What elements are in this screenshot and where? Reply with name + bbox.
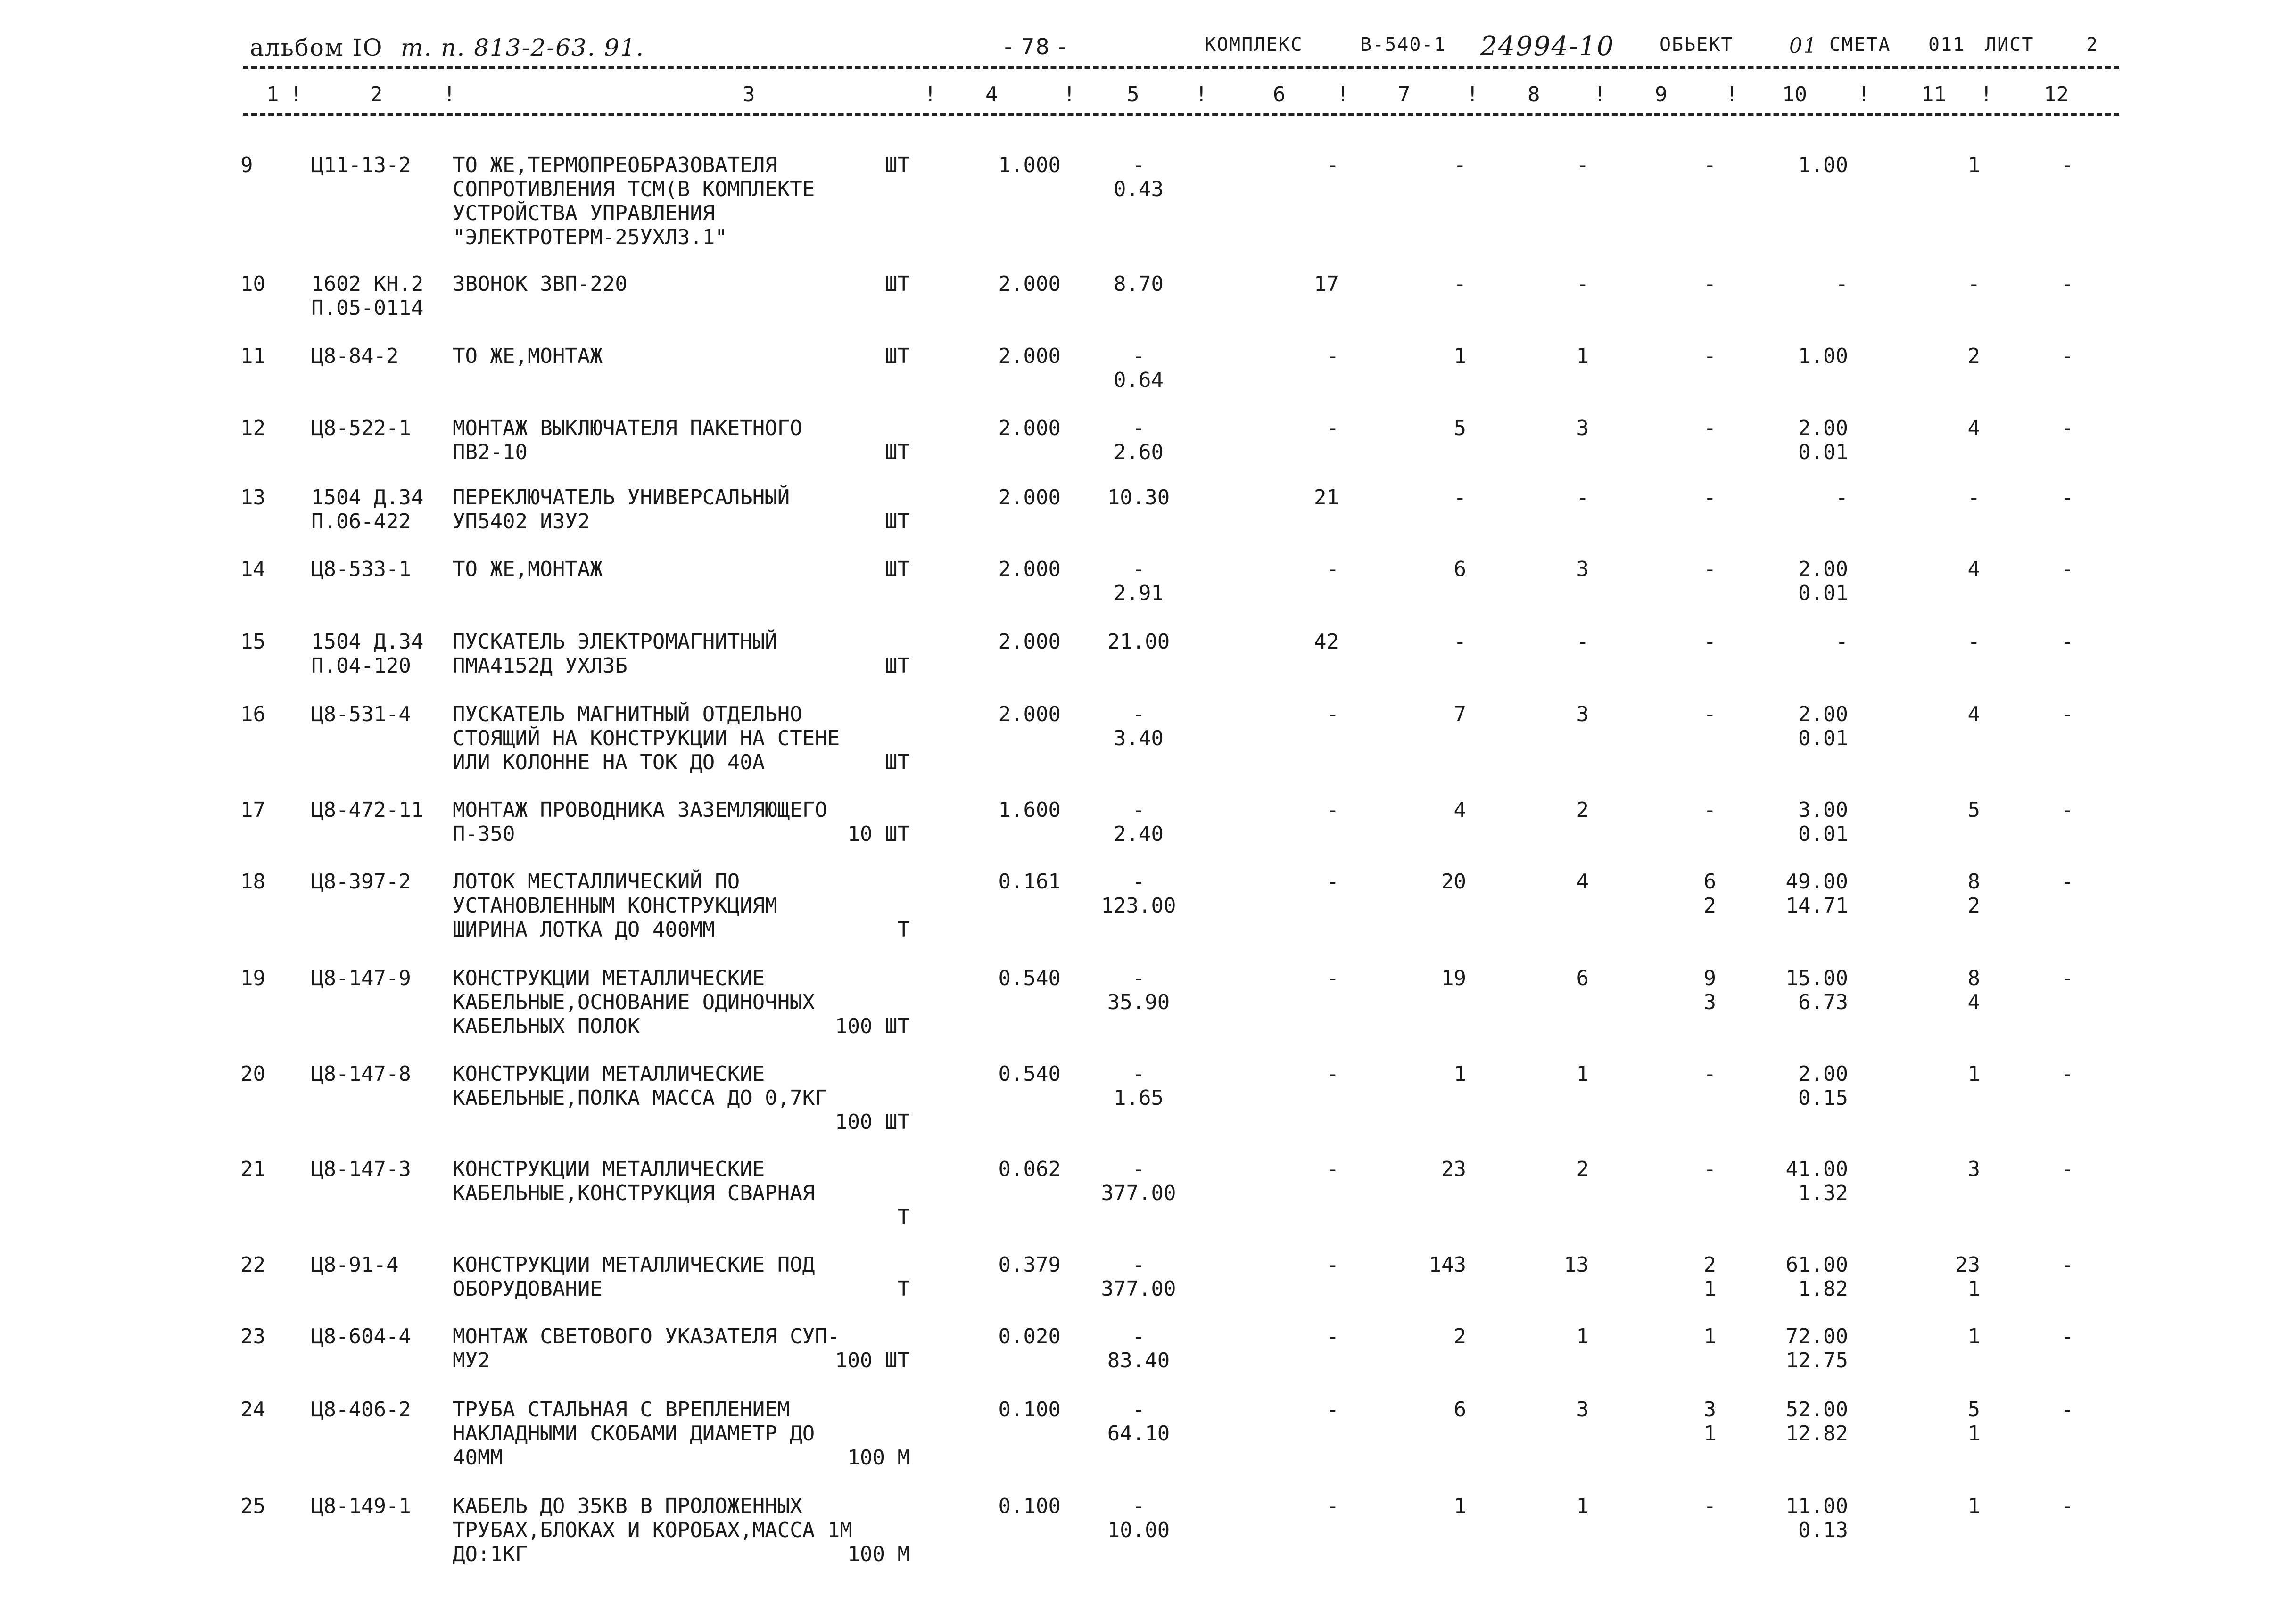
cell-c6: 17	[1314, 272, 1339, 296]
cell-c12: -	[2061, 416, 2074, 440]
cell-code: Ц8-533-1	[311, 557, 411, 581]
cell-qty: 0.100	[998, 1398, 1061, 1422]
cell-c7: 20	[1441, 870, 1466, 894]
column-header-12: 12	[2044, 82, 2069, 107]
cell-unit: 100 ШТ	[835, 1349, 910, 1373]
cell-c12: -	[2061, 702, 2074, 726]
column-separator: !	[1337, 82, 1349, 107]
column-separator: !	[443, 82, 456, 107]
cell-c10: 61.00 1.82	[1785, 1253, 1848, 1301]
column-separator: !	[1980, 82, 1993, 107]
cell-unit: 100 ШТ	[835, 1110, 910, 1134]
cell-c5: - 83.40	[1107, 1324, 1170, 1373]
cell-c6: -	[1326, 416, 1339, 440]
cell-c10: -	[1835, 272, 1848, 296]
cell-code: 1602 КН.2 П.05-0114	[311, 272, 424, 320]
cell-c8: -	[1576, 630, 1589, 654]
cell-c12: -	[2061, 798, 2074, 822]
cell-c5: 10.30	[1107, 485, 1170, 510]
cell-c11: 23 1	[1955, 1253, 1980, 1301]
cell-unit: 100 ШТ	[835, 1014, 910, 1038]
cell-c11: 8 4	[1967, 966, 1980, 1014]
cell-c5: - 0.64	[1114, 344, 1164, 392]
cell-c6: -	[1326, 1157, 1339, 1181]
cell-c9: -	[1703, 1062, 1716, 1086]
cell-c9: -	[1703, 1494, 1716, 1518]
cell-c10: 72.00 12.75	[1785, 1324, 1848, 1373]
column-header-10: 10	[1782, 82, 1807, 107]
cell-c6: -	[1326, 702, 1339, 726]
cell-desc: ЛОТОК МЕСТАЛЛИЧЕСКИЙ ПО УСТАНОВЛЕННЫМ КОНСТРУКЦИЯМ ШИРИНА ЛОТКА ДО 400ММ	[453, 870, 777, 942]
cell-c11: 5 1	[1967, 1398, 1980, 1446]
cell-c5: - 123.00	[1101, 870, 1176, 918]
cell-c6: -	[1326, 798, 1339, 822]
cell-c11: 4	[1967, 557, 1980, 581]
cell-n: 15	[240, 630, 265, 654]
cell-c7: 1	[1454, 1062, 1466, 1086]
cell-n: 20	[240, 1062, 265, 1086]
cell-c11: 1	[1967, 1324, 1980, 1349]
cell-code: Ц8-604-4	[311, 1324, 411, 1349]
object-number: 01	[1789, 34, 1817, 58]
cell-n: 16	[240, 702, 265, 726]
cell-c5: 8.70	[1114, 272, 1164, 296]
cell-desc: ТО ЖЕ,МОНТАЖ	[453, 557, 603, 581]
cell-c10: -	[1835, 485, 1848, 510]
cell-c10: -	[1835, 630, 1848, 654]
cell-c8: 4	[1576, 870, 1589, 894]
cell-c10: 41.00 1.32	[1785, 1157, 1848, 1205]
column-header-9: 9	[1655, 82, 1668, 107]
cell-code: Ц8-147-3	[311, 1157, 411, 1181]
cell-c8: -	[1576, 272, 1589, 296]
cell-c11: -	[1967, 272, 1980, 296]
cell-code: Ц8-147-9	[311, 966, 411, 990]
cell-c7: 4	[1454, 798, 1466, 822]
cell-c5: - 10.00	[1107, 1494, 1170, 1542]
cell-qty: 0.020	[998, 1324, 1061, 1349]
cell-c11: 3	[1967, 1157, 1980, 1181]
cell-unit: 100 М	[847, 1446, 910, 1470]
cell-qty: 2.000	[998, 630, 1061, 654]
cell-c8: 13	[1564, 1253, 1589, 1277]
cell-c7: 23	[1441, 1157, 1466, 1181]
cell-c10: 2.00 0.01	[1798, 702, 1848, 750]
cell-c11: 1	[1967, 1062, 1980, 1086]
header-rule	[243, 113, 2119, 116]
column-header-3: 3	[743, 82, 755, 107]
cell-c7: 7	[1454, 702, 1466, 726]
cell-c8: 1	[1576, 1324, 1589, 1349]
cell-c11: 4	[1967, 702, 1980, 726]
cell-qty: 2.000	[998, 416, 1061, 440]
cell-c8: 3	[1576, 416, 1589, 440]
cell-code: Ц8-522-1	[311, 416, 411, 440]
cell-n: 17	[240, 798, 265, 822]
cell-qty: 2.000	[998, 272, 1061, 296]
column-header-1: 1	[266, 82, 279, 107]
cell-c7: 5	[1454, 416, 1466, 440]
cell-unit: ШТ	[885, 510, 910, 534]
cell-c7: 1	[1454, 344, 1466, 368]
cell-code: 1504 Д.34 П.04-120	[311, 630, 424, 678]
cell-qty: 2.000	[998, 702, 1061, 726]
cell-c11: 1	[1967, 153, 1980, 177]
cell-c12: -	[2061, 966, 2074, 990]
cell-c5: - 2.91	[1114, 557, 1164, 605]
cell-c8: -	[1576, 485, 1589, 510]
cell-c9: 6 2	[1703, 870, 1716, 918]
smeta-label: СМЕТА	[1829, 34, 1891, 56]
cell-c9: -	[1703, 557, 1716, 581]
column-separator: !	[1466, 82, 1479, 107]
cell-c7: 1	[1454, 1494, 1466, 1518]
cell-unit: 10 ШТ	[847, 822, 910, 846]
cell-unit: Т	[897, 1277, 910, 1301]
cell-qty: 1.000	[998, 153, 1061, 177]
cell-qty: 2.000	[998, 485, 1061, 510]
cell-desc: ЗВОНОК ЗВП-220	[453, 272, 628, 296]
cell-desc: МОНТАЖ ВЫКЛЮЧАТЕЛЯ ПАКЕТНОГО ПВ2-10	[453, 416, 802, 464]
cell-c6: -	[1326, 1494, 1339, 1518]
cell-code: 1504 Д.34 П.06-422	[311, 485, 424, 534]
cell-c10: 2.00 0.15	[1798, 1062, 1848, 1110]
cell-desc: КОНСТРУКЦИИ МЕТАЛЛИЧЕСКИЕ ПОД ОБОРУДОВАНИЕ	[453, 1253, 815, 1301]
complex-handwritten: 24994-10	[1480, 31, 1615, 62]
top-rule	[243, 66, 2119, 69]
cell-c8: 2	[1576, 798, 1589, 822]
column-header-7: 7	[1398, 82, 1411, 107]
cell-c8: 1	[1576, 344, 1589, 368]
cell-c12: -	[2061, 557, 2074, 581]
cell-c7: 6	[1454, 1398, 1466, 1422]
cell-c8: 1	[1576, 1494, 1589, 1518]
cell-c12: -	[2061, 1324, 2074, 1349]
cell-code: Ц8-84-2	[311, 344, 399, 368]
cell-qty: 0.161	[998, 870, 1061, 894]
cell-n: 21	[240, 1157, 265, 1181]
cell-c5: - 377.00	[1101, 1253, 1176, 1301]
page-number: - 78 -	[1004, 34, 1067, 59]
cell-desc: ТО ЖЕ,ТЕРМОПРЕОБРАЗОВАТЕЛЯ СОПРОТИВЛЕНИЯ ТСМ(В КОМПЛЕКТЕ УСТРОЙСТВА УПРАВЛЕНИЯ "ЭЛЕКТРОТЕРМ-25УХЛ3.1"	[453, 153, 815, 249]
cell-code: Ц8-397-2	[311, 870, 411, 894]
column-header-8: 8	[1528, 82, 1540, 107]
cell-code: Ц8-406-2	[311, 1398, 411, 1422]
cell-n: 19	[240, 966, 265, 990]
cell-c12: -	[2061, 1157, 2074, 1181]
cell-c7: -	[1454, 153, 1466, 177]
column-separator: !	[1726, 82, 1738, 107]
cell-c12: -	[2061, 1253, 2074, 1277]
cell-c6: -	[1326, 870, 1339, 894]
cell-code: Ц8-91-4	[311, 1253, 399, 1277]
cell-c6: -	[1326, 1398, 1339, 1422]
cell-n: 13	[240, 485, 265, 510]
cell-desc: ТО ЖЕ,МОНТАЖ	[453, 344, 603, 368]
column-separator: !	[1195, 82, 1208, 107]
cell-c6: 21	[1314, 485, 1339, 510]
cell-c12: -	[2061, 344, 2074, 368]
column-separator: !	[1858, 82, 1870, 107]
cell-c9: -	[1703, 485, 1716, 510]
cell-c6: -	[1326, 1253, 1339, 1277]
cell-c11: 4	[1967, 416, 1980, 440]
cell-c8: 1	[1576, 1062, 1589, 1086]
cell-desc: КОНСТРУКЦИИ МЕТАЛЛИЧЕСКИЕ КАБЕЛЬНЫЕ,КОНСТРУКЦИЯ СВАРНАЯ	[453, 1157, 815, 1205]
cell-qty: 1.600	[998, 798, 1061, 822]
cell-c12: -	[2061, 1494, 2074, 1518]
column-separator: !	[290, 82, 303, 107]
cell-c5: - 2.60	[1114, 416, 1164, 464]
cell-c11: -	[1967, 630, 1980, 654]
cell-unit: Т	[897, 1205, 910, 1229]
cell-desc: ТРУБА СТАЛЬНАЯ С ВРЕПЛЕНИЕМ НАКЛАДНЫМИ СКОБАМИ ДИАМЕТР ДО 40ММ	[453, 1398, 815, 1470]
cell-n: 9	[240, 153, 253, 177]
column-header-6: 6	[1273, 82, 1286, 107]
cell-c9: -	[1703, 630, 1716, 654]
cell-n: 10	[240, 272, 265, 296]
cell-c9: -	[1703, 272, 1716, 296]
cell-c11: -	[1967, 485, 1980, 510]
object-label: ОБЬЕКТ	[1660, 34, 1734, 56]
cell-c9: 9 3	[1703, 966, 1716, 1014]
cell-unit: ШТ	[885, 440, 910, 464]
column-header-11: 11	[1921, 82, 1946, 107]
cell-c9: 3 1	[1703, 1398, 1716, 1446]
cell-c5: - 64.10	[1107, 1398, 1170, 1446]
cell-unit: Т	[897, 918, 910, 942]
cell-c10: 1.00	[1798, 153, 1848, 177]
cell-c10: 11.00 0.13	[1785, 1494, 1848, 1542]
cell-unit: ШТ	[885, 272, 910, 296]
cell-n: 14	[240, 557, 265, 581]
cell-c7: -	[1454, 485, 1466, 510]
cell-c8: 2	[1576, 1157, 1589, 1181]
column-separator: !	[1594, 82, 1606, 107]
cell-c9: -	[1703, 416, 1716, 440]
cell-qty: 2.000	[998, 344, 1061, 368]
smeta-number: 011	[1928, 34, 1966, 56]
cell-c9: -	[1703, 1157, 1716, 1181]
cell-c12: -	[2061, 485, 2074, 510]
tp-reference: т. п. 813-2-63. 91.	[401, 34, 645, 61]
column-header-4: 4	[985, 82, 998, 107]
column-separator: !	[1063, 82, 1076, 107]
cell-qty: 0.062	[998, 1157, 1061, 1181]
cell-c9: -	[1703, 798, 1716, 822]
cell-qty: 0.540	[998, 1062, 1061, 1086]
cell-c10: 1.00	[1798, 344, 1848, 368]
cell-c10: 3.00 0.01	[1798, 798, 1848, 846]
cell-n: 22	[240, 1253, 265, 1277]
cell-c5: 21.00	[1107, 630, 1170, 654]
cell-code: Ц8-147-8	[311, 1062, 411, 1086]
cell-code: Ц8-472-11	[311, 798, 424, 822]
cell-desc: КОНСТРУКЦИИ МЕТАЛЛИЧЕСКИЕ КАБЕЛЬНЫЕ,ОСНОВАНИЕ ОДИНОЧНЫХ КАБЕЛЬНЫХ ПОЛОК	[453, 966, 815, 1038]
cell-c8: 3	[1576, 557, 1589, 581]
cell-qty: 0.540	[998, 966, 1061, 990]
complex-label: КОМПЛЕКС	[1205, 34, 1303, 56]
cell-code: Ц11-13-2	[311, 153, 411, 177]
cell-desc: ПЕРЕКЛЮЧАТЕЛЬ УНИВЕРСАЛЬНЫЙ УП5402 ИЗУ2	[453, 485, 790, 534]
cell-c6: -	[1326, 344, 1339, 368]
list-label: ЛИСТ	[1985, 34, 2034, 56]
cell-c10: 49.00 14.71	[1785, 870, 1848, 918]
cell-c6: -	[1326, 966, 1339, 990]
cell-c5: - 2.40	[1114, 798, 1164, 846]
cell-desc: ПУСКАТЕЛЬ ЭЛЕКТРОМАГНИТНЫЙ ПМА4152Д УХЛ3Б	[453, 630, 777, 678]
cell-n: 24	[240, 1398, 265, 1422]
cell-c6: -	[1326, 1324, 1339, 1349]
cell-c6: 42	[1314, 630, 1339, 654]
cell-desc: ПУСКАТЕЛЬ МАГНИТНЫЙ ОТДЕЛЬНО СТОЯЩИЙ НА КОНСТРУКЦИИ НА СТЕНЕ ИЛИ КОЛОННЕ НА ТОК ДО 40А	[453, 702, 840, 774]
cell-c9: 2 1	[1703, 1253, 1716, 1301]
cell-c12: -	[2061, 1062, 2074, 1086]
album-label: альбом IO	[250, 34, 383, 61]
cell-c9: -	[1703, 344, 1716, 368]
cell-c10: 2.00 0.01	[1798, 557, 1848, 605]
cell-c10: 15.00 6.73	[1785, 966, 1848, 1014]
cell-unit: ШТ	[885, 557, 910, 581]
cell-c9: 1	[1703, 1324, 1716, 1349]
cell-c11: 5	[1967, 798, 1980, 822]
cell-unit: ШТ	[885, 750, 910, 774]
cell-c12: -	[2061, 153, 2074, 177]
cell-unit: ШТ	[885, 654, 910, 678]
cell-desc: КАБЕЛЬ ДО 35КВ В ПРОЛОЖЕННЫХ ТРУБАХ,БЛОКАХ И КОРОБАХ,МАССА 1М ДО:1КГ	[453, 1494, 852, 1566]
cell-c12: -	[2061, 272, 2074, 296]
cell-qty: 0.379	[998, 1253, 1061, 1277]
cell-qty: 0.100	[998, 1494, 1061, 1518]
column-header-5: 5	[1127, 82, 1140, 107]
cell-n: 25	[240, 1494, 265, 1518]
cell-c5: - 35.90	[1107, 966, 1170, 1014]
cell-qty: 2.000	[998, 557, 1061, 581]
cell-c5: - 0.43	[1114, 153, 1164, 201]
cell-c10: 52.00 12.82	[1785, 1398, 1848, 1446]
cell-unit: 100 М	[847, 1542, 910, 1566]
cell-c10: 2.00 0.01	[1798, 416, 1848, 464]
complex-code: В-540-1	[1360, 34, 1446, 56]
cell-c9: -	[1703, 702, 1716, 726]
cell-c7: -	[1454, 630, 1466, 654]
cell-code: Ц8-149-1	[311, 1494, 411, 1518]
cell-n: 23	[240, 1324, 265, 1349]
cell-n: 11	[240, 344, 265, 368]
cell-unit: ШТ	[885, 344, 910, 368]
cell-c11: 8 2	[1967, 870, 1980, 918]
cell-c12: -	[2061, 870, 2074, 894]
cell-c6: -	[1326, 1062, 1339, 1086]
cell-c11: 1	[1967, 1494, 1980, 1518]
cell-unit: ШТ	[885, 153, 910, 177]
column-separator: !	[924, 82, 937, 107]
cell-c5: - 3.40	[1114, 702, 1164, 750]
cell-c6: -	[1326, 557, 1339, 581]
cell-c7: 143	[1429, 1253, 1466, 1277]
cell-desc: МОНТАЖ СВЕТОВОГО УКАЗАТЕЛЯ СУП- МУ2	[453, 1324, 840, 1373]
cell-c7: 2	[1454, 1324, 1466, 1349]
cell-c7: 19	[1441, 966, 1466, 990]
list-number: 2	[2086, 34, 2099, 56]
column-header-2: 2	[370, 82, 383, 107]
cell-c5: - 377.00	[1101, 1157, 1176, 1205]
cell-c8: 3	[1576, 702, 1589, 726]
cell-c7: 6	[1454, 557, 1466, 581]
cell-c7: -	[1454, 272, 1466, 296]
cell-c8: 6	[1576, 966, 1589, 990]
cell-c8: 3	[1576, 1398, 1589, 1422]
cell-c12: -	[2061, 630, 2074, 654]
cell-c11: 2	[1967, 344, 1980, 368]
cell-c12: -	[2061, 1398, 2074, 1422]
cell-c9: -	[1703, 153, 1716, 177]
cell-c8: -	[1576, 153, 1589, 177]
cell-n: 18	[240, 870, 265, 894]
cell-c6: -	[1326, 153, 1339, 177]
cell-c5: - 1.65	[1114, 1062, 1164, 1110]
cell-desc: МОНТАЖ ПРОВОДНИКА ЗАЗЕМЛЯЮЩЕГО П-350	[453, 798, 827, 846]
cell-desc: КОНСТРУКЦИИ МЕТАЛЛИЧЕСКИЕ КАБЕЛЬНЫЕ,ПОЛКА МАССА ДО 0,7КГ	[453, 1062, 827, 1110]
cell-code: Ц8-531-4	[311, 702, 411, 726]
cell-n: 12	[240, 416, 265, 440]
